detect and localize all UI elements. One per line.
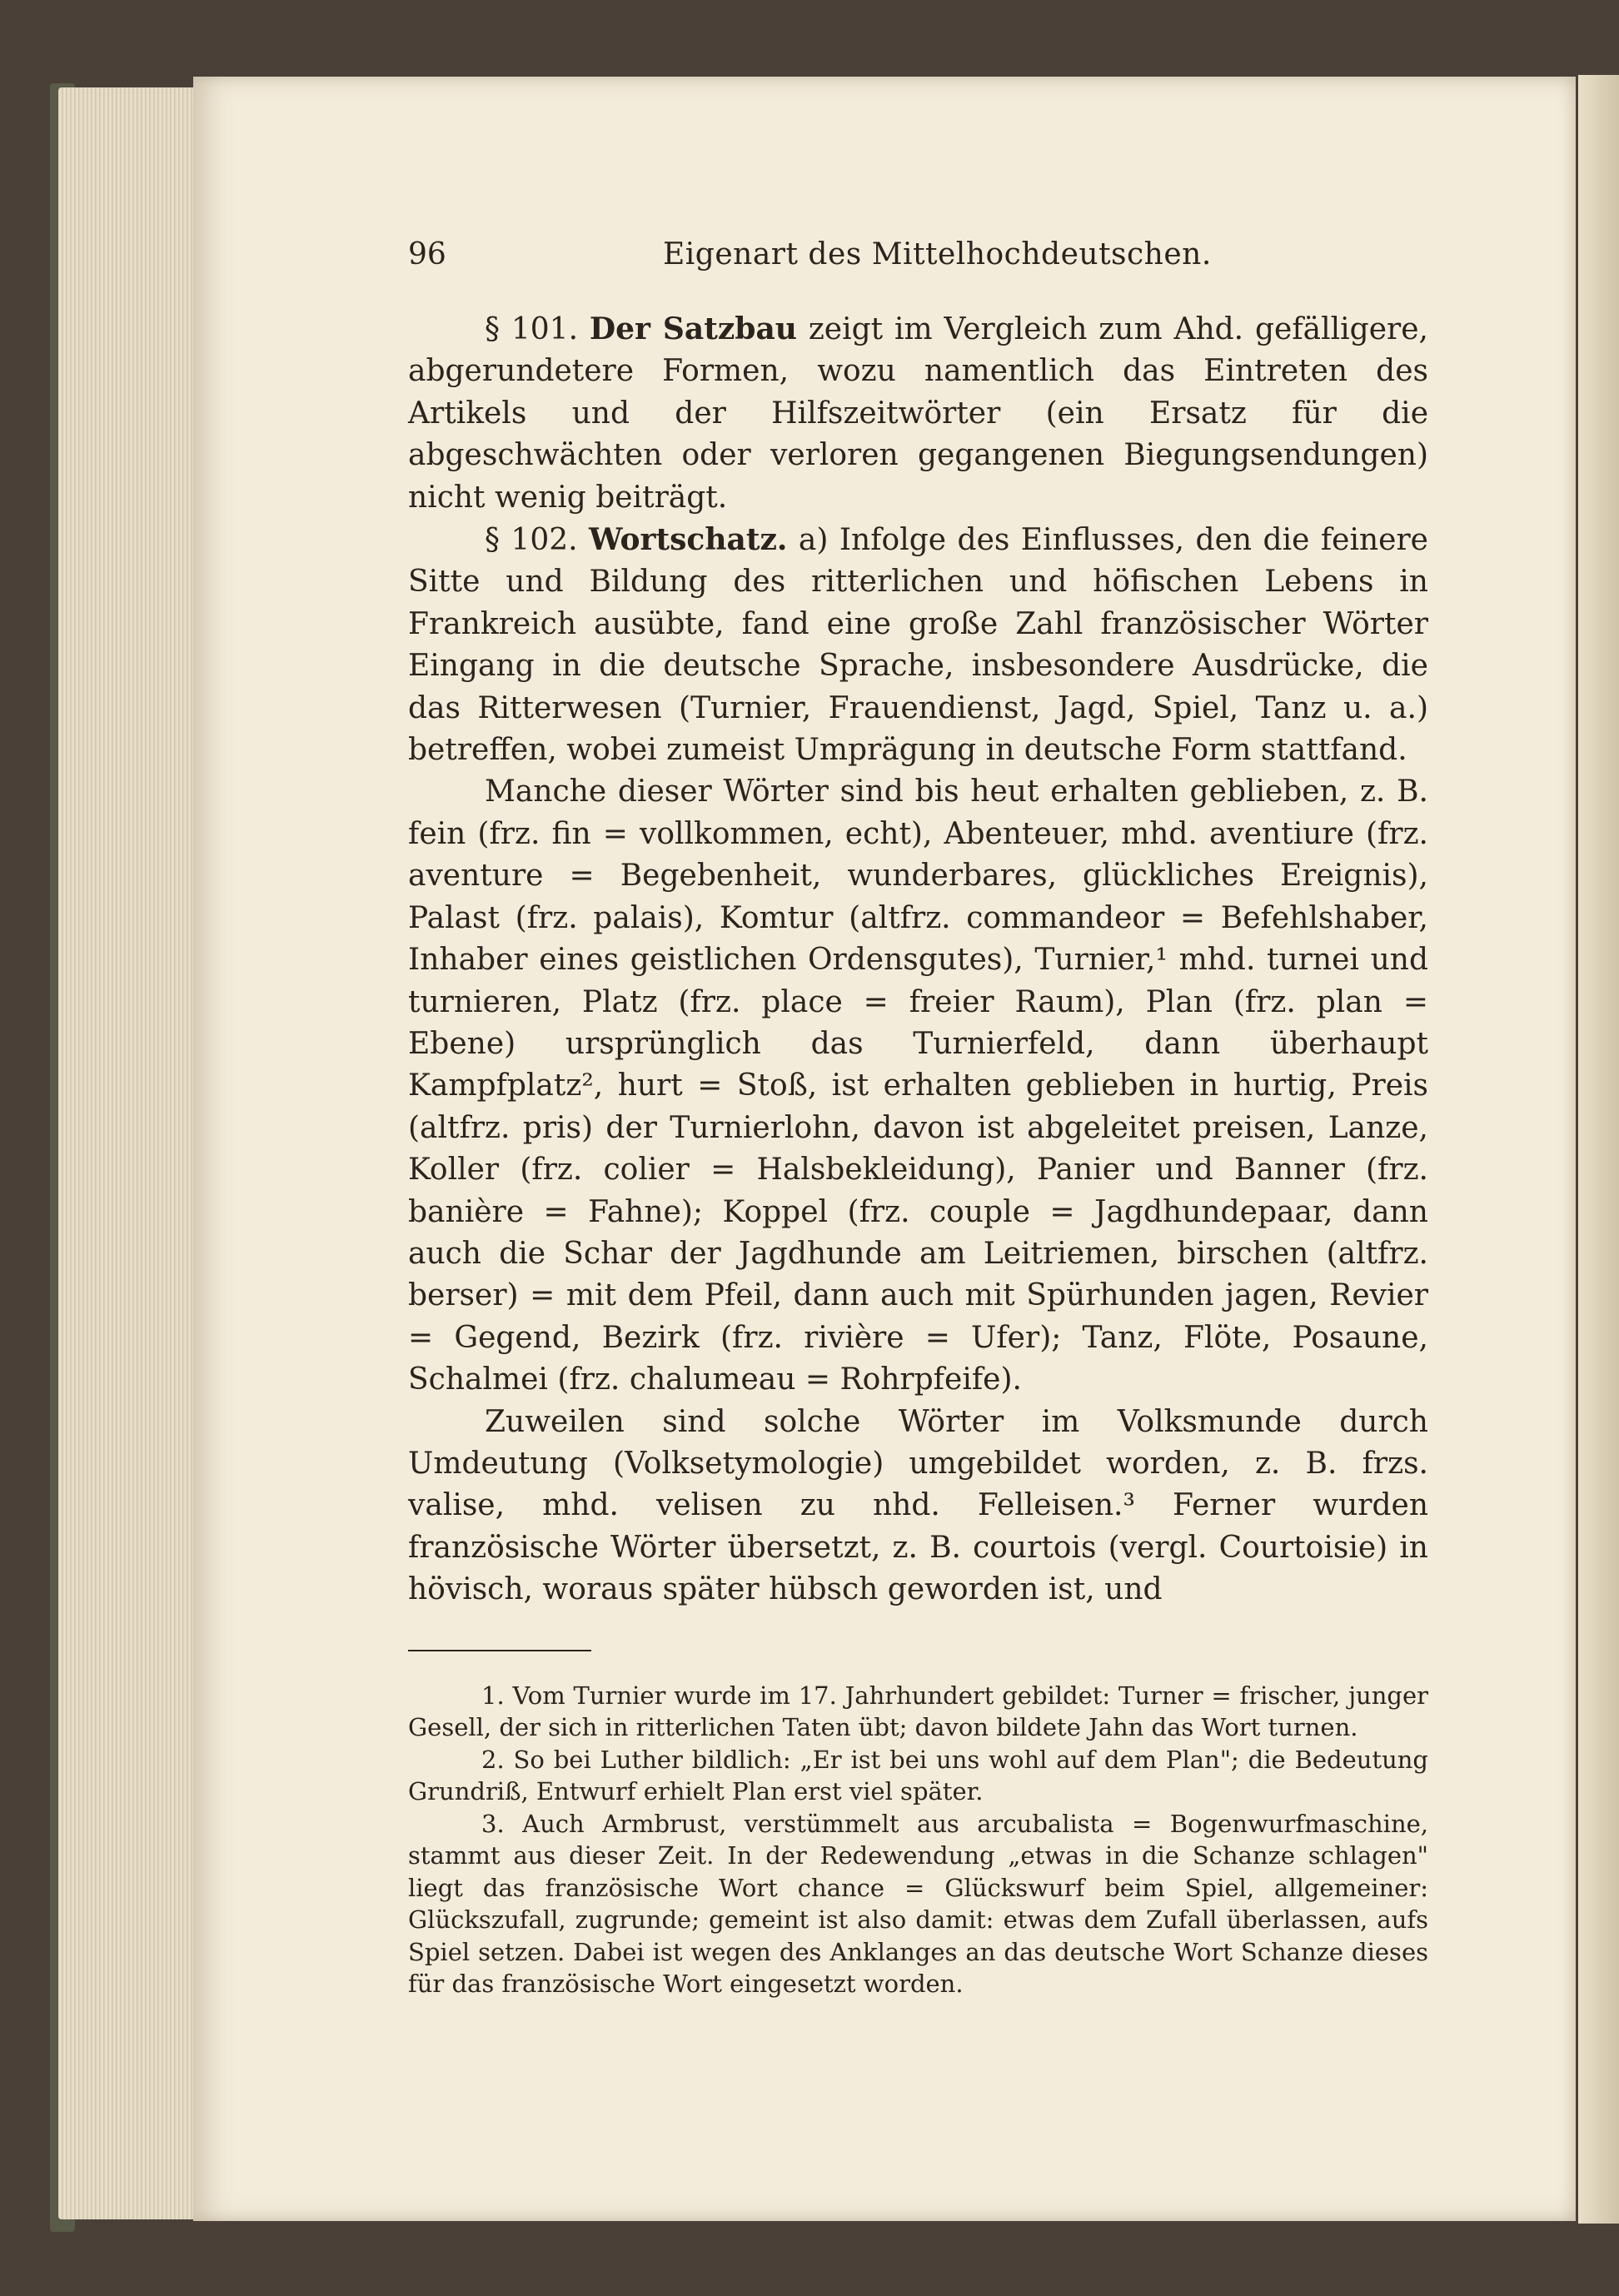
body-paragraph: Zuweilen sind solche Wörter im Volksmunde durch Umdeutung (Volksetymologie) umgebildet worden, z. B. frzs. valise, mhd. velisen zu nhd. Felleisen.³ Ferner wurden französische Wörter übersetzt, z. B. courtois (vergl. Courtoisie) in hövisch, woraus später hübsch geworden ist, und [408, 1404, 1428, 1607]
section-heading: Wortschatz. [589, 522, 788, 558]
section-text: a) Infolge des Einflusses, den die feinere Sitte und Bildung des ritterlichen und höfischen Lebens in Frankreich ausübte, fand eine große Zahl französischer Wörter Eingang in die deutsche Sprache, insbesondere Ausdrücke, die das Ritterwesen (Turnier, Frauendienst, Jagd, Spiel, Tanz u. a.) betreffen, wobei zumeist Umprägung in deutsche Form stattfand. [408, 523, 1428, 768]
running-head [408, 237, 1428, 271]
page-number: 96 [408, 237, 446, 271]
section-102 [408, 519, 1428, 771]
footnote: 2. So bei Luther bildlich: „Er ist bei uns wohl auf dem Plan"; die Bedeutung Grundriß, Entwurf erhielt Plan erst viel später. [408, 1745, 1428, 1806]
section-heading: Der Satzbau [589, 311, 797, 346]
body-paragraph: Manche dieser Wörter sind bis heut erhalten geblieben, z. B. fein (frz. fin = vollkommen, echt), Abenteuer, mhd. aventiure (frz. aventure = Begebenheit, wunderbares, glückliches Ereignis), Palast (frz. palais), Komtur (altfrz. commandeor = Befehlshaber, Inhaber eines geistlichen Ordensgutes), Turnier,¹ mhd. turnei und turnieren, Platz (frz. place = freier Raum), Plan (frz. plan = Ebene) ursprünglich das Turnierfeld, dann überhaupt Kampfplatz², hurt = Stoß, ist erhalten geblieben in hurtig, Preis (altfrz. pris) der Turnierlohn, davon ist abgeleitet preisen, Lanze, Koller (frz. colier = Halsbekleidung), Panier und Banner (frz. banière = Fahne); Koppel (frz. couple = Jagdhundepaar, dann auch die Schar der Jagdhunde am Leitriemen, birschen (altfrz. berser) = mit dem Pfeil, dann auch mit Spürhunden jagen, Revier = Gegend, Bezirk (frz. rivière = Ufer); Tanz, Flöte, Posaune, Schalmei (frz. chalumeau = Rohrpfeife). [408, 774, 1428, 1397]
facing-page-edge [1578, 75, 1619, 2224]
footnote: 3. Auch Armbrust, verstümmelt aus arcubalista = Bogenwurfmaschine, stammt aus dieser Zeit. In der Redewendung „etwas in die Schanze schlagen" liegt das französische Wort chance = Glückswurf beim Spiel, allgemeiner: Glückszufall, zugrunde; gemeint ist also damit: etwas dem Zufall überlassen, aufs Spiel setzen. Dabei ist wegen des Anklanges an das deutsche Wort Schanze dieses für das französische Wort eingesetzt worden. [408, 1809, 1428, 1999]
page-stack-edge [58, 87, 200, 2219]
footnote-divider [408, 1650, 591, 1651]
running-title: Eigenart des Mittelhochdeutschen. [663, 237, 1212, 271]
section-101 [408, 308, 1428, 519]
footnote: 1. Vom Turnier wurde im 17. Jahrhundert gebildet: Turner = frischer, junger Gesell, der sich in ritterlichen Taten übt; davon bildete Jahn das Wort turnen. [408, 1681, 1428, 1742]
section-text: zeigt im Vergleich zum Ahd. gefälligere, abgerundetere Formen, wozu namentlich das Eintreten des Artikels und der Hilfszeitwörter (ein Ersatz für die abgeschwächten oder verloren gegangenen Biegungsendungen) nicht wenig beiträgt. [408, 312, 1428, 515]
text-block [408, 237, 1428, 2000]
section-number: § 102. [485, 523, 578, 558]
section-number: § 101. [485, 312, 579, 346]
